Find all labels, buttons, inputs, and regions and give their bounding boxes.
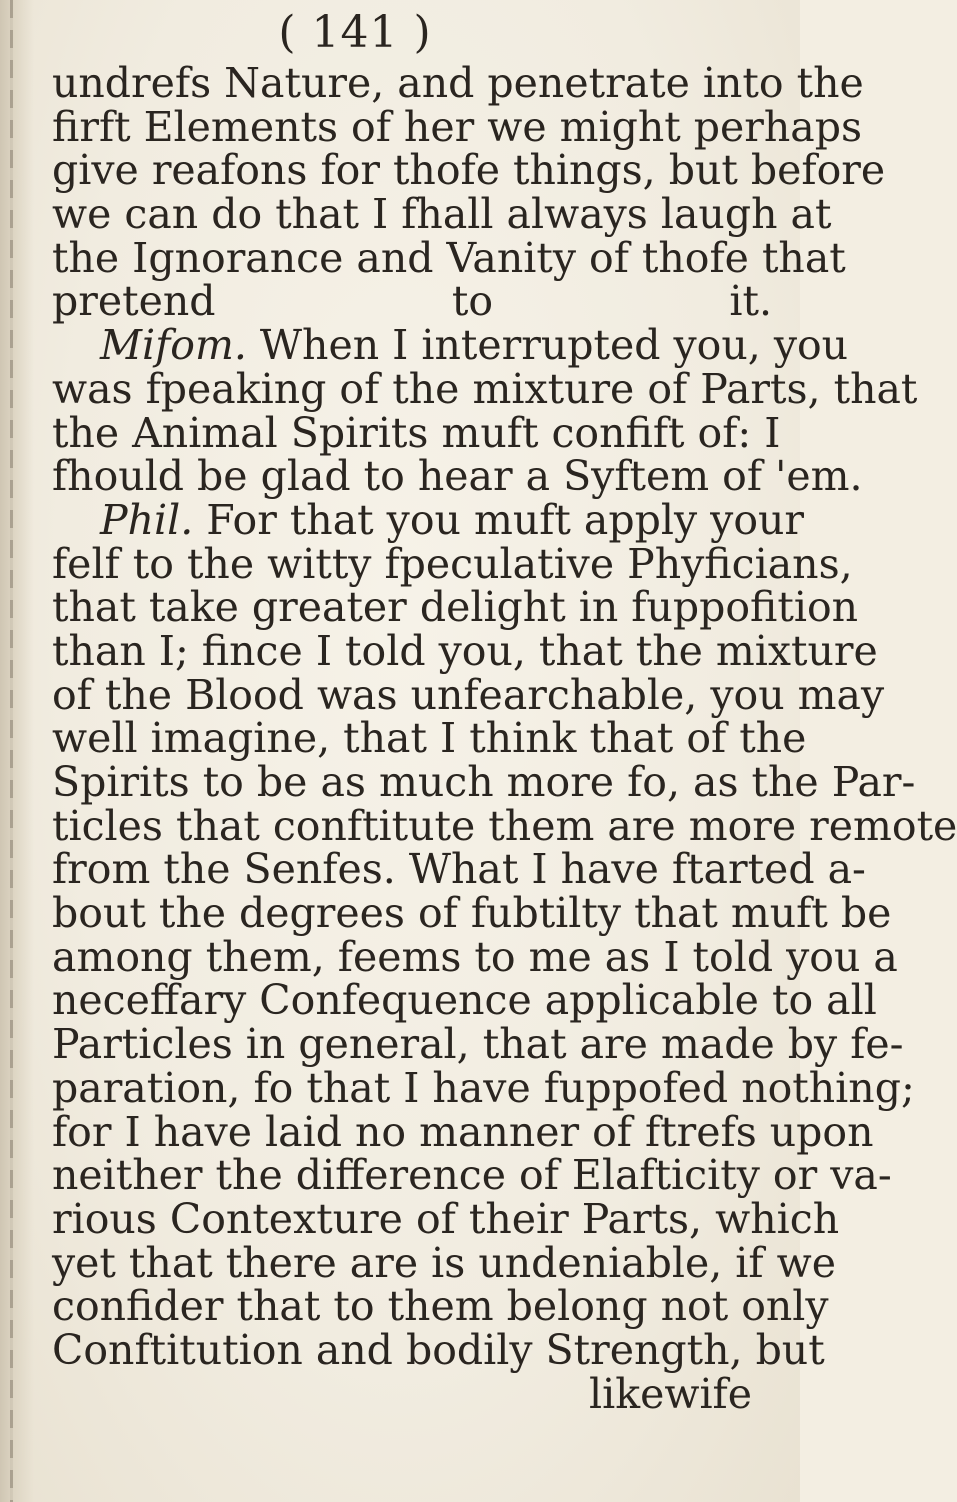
line-text: confider that to them belong not only	[52, 1282, 829, 1331]
line-text: we can do that I fhall always laugh at	[52, 190, 832, 239]
text-line	[52, 1369, 772, 1418]
text-line	[52, 670, 885, 719]
line-text: the Animal Spirits muft confift of: I	[52, 408, 781, 457]
text-line	[52, 146, 886, 195]
text-line	[52, 1282, 829, 1331]
line-text: well imagine, that I think that of the	[52, 714, 807, 763]
text-line	[52, 932, 898, 981]
text-line	[52, 583, 859, 632]
line-text: neither the difference of Elafticity or va-	[52, 1151, 892, 1200]
line-text: For that you muft apply your	[193, 495, 805, 544]
speaker-name: Phil.	[100, 495, 194, 544]
line-text: Conftitution and bodily Strength, but	[52, 1325, 825, 1374]
text-line	[52, 1194, 840, 1243]
line-text: the Ignorance and Vanity of thofe that	[52, 233, 846, 282]
text-line	[52, 190, 832, 239]
line-text: of the Blood was unfearchable, you may	[52, 670, 885, 719]
line-text: firft Elements of her we might perhaps	[52, 102, 863, 151]
text-line	[52, 364, 918, 413]
body-text	[52, 59, 957, 1418]
line-text: for I have laid no manner of ftrefs upon	[52, 1107, 874, 1156]
text-line	[52, 1151, 892, 1200]
text-line	[52, 277, 772, 326]
text-line	[52, 1020, 904, 1069]
text-line	[52, 1238, 836, 1287]
line-text: neceffary Confequence applicable to all	[52, 976, 877, 1025]
line-text: Spirits to be as much more fo, as the Par-	[52, 758, 916, 806]
line-text: ticles that conftitute them are more remote	[52, 801, 957, 850]
speaker-name: Mifom.	[100, 321, 247, 370]
line-text: likewife	[589, 1369, 752, 1418]
text-line	[52, 976, 877, 1025]
text-line	[52, 102, 863, 151]
text-line	[52, 714, 807, 763]
line-text: undrefs Nature, and penetrate into the	[52, 59, 864, 107]
text-line	[52, 845, 866, 894]
line-text: felf to the witty fpeculative Phyficians,	[52, 539, 853, 588]
text-line	[52, 1325, 825, 1374]
line-text: was fpeaking of the mixture of Parts, that	[52, 364, 918, 413]
line-text: that take greater delight in fuppofition	[52, 583, 859, 632]
text-line	[52, 889, 892, 938]
text-line	[52, 539, 853, 588]
line-text: paration, fo that I have fuppofed nothing;	[52, 1063, 915, 1112]
line-text: rious Contexture of their Parts, which	[52, 1194, 840, 1243]
text-line	[52, 626, 878, 675]
line-text: pretend to it.	[52, 277, 772, 326]
line-text: give reafons for thofe things, but before	[52, 146, 886, 195]
text-line	[52, 452, 863, 501]
line-text: from the Senfes. What I have ftarted a-	[52, 845, 866, 894]
page-gutter-shadow	[0, 0, 34, 1502]
text-line	[52, 1107, 874, 1156]
page-number: ( 141 )	[278, 7, 432, 58]
line-text: among them, feems to me as I told you a	[52, 932, 898, 981]
text-line	[52, 801, 957, 850]
line-text: Particles in general, that are made by fe-	[52, 1020, 904, 1069]
text-line	[52, 233, 846, 282]
text-line	[52, 59, 864, 107]
text-line	[52, 758, 916, 806]
line-text: fhould be glad to hear a Syftem of 'em.	[52, 452, 863, 501]
text-line	[52, 321, 849, 370]
text-line	[52, 495, 805, 544]
line-text: When I interrupted you, you	[246, 321, 849, 370]
text-line	[52, 1063, 915, 1112]
line-text: yet that there are is undeniable, if we	[52, 1238, 836, 1287]
binding-edge	[10, 0, 13, 1502]
text-line	[52, 408, 781, 457]
line-text: bout the degrees of fubtilty that muft be	[52, 889, 892, 938]
line-text: than I; fince I told you, that the mixture	[52, 626, 878, 675]
